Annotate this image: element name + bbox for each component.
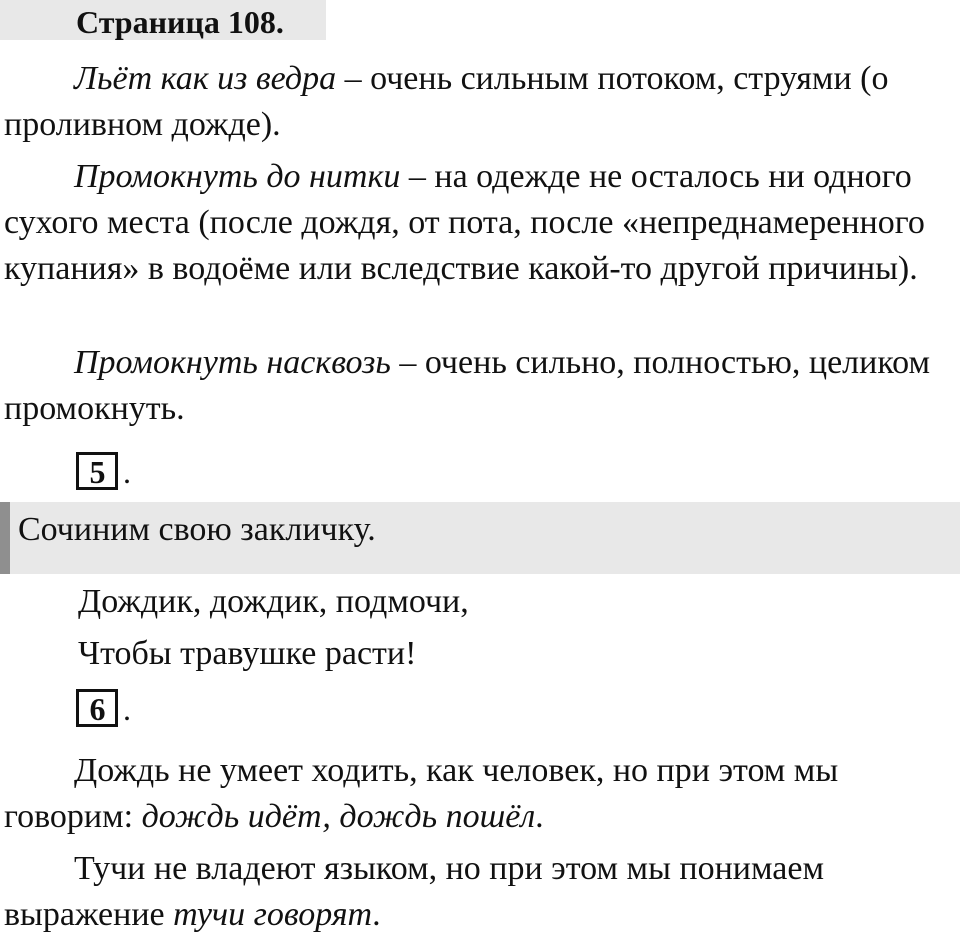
idiom-term: Льёт как из ведра: [74, 60, 337, 97]
poem-line-1: Дождик, дождик, подмочи,: [78, 583, 469, 620]
exercise-number-5: [76, 452, 131, 490]
exercise-number: 6: [89, 691, 106, 727]
exercise-number-dot: .: [123, 691, 131, 727]
answer-end: .: [535, 798, 544, 835]
answer-italic: тучи говорят: [173, 896, 373, 933]
answer-text: Тучи не владеют языком, но при этом мы понимаем выражение: [4, 850, 824, 933]
idiom-definition: – очень сильно, полностью, целиком промокнуть.: [4, 344, 930, 427]
exercise-number-6: [76, 689, 131, 727]
idiom-term: Промокнуть насквозь: [74, 344, 391, 381]
idiom-term: Промокнуть до нитки: [74, 158, 401, 195]
definition-paragraph-2: [4, 154, 952, 292]
poem-line-2: Чтобы травушке расти!: [78, 635, 417, 672]
task-band-marker: [0, 502, 10, 574]
idiom-definition: – очень сильным потоком, струями (о проливном дожде).: [4, 60, 889, 143]
answer-text: Дождь не умеет ходить, как человек, но при этом мы говорим:: [4, 752, 839, 835]
answer-end: .: [372, 896, 381, 933]
answer-paragraph-2: [4, 846, 952, 938]
answer-paragraph-1: [4, 748, 952, 840]
answer-italic: дождь идёт, дождь пошёл: [141, 798, 536, 835]
task-instruction-band: [0, 502, 960, 574]
page-title-highlight: [0, 0, 326, 40]
idiom-definition: – на одежде не осталось ни одного сухого места (после дождя, от пота, после «непреднамеренного купания» в водоёме или вследствие какой-то другой причины).: [4, 158, 925, 287]
page-title: Страница 108.: [76, 4, 284, 40]
task-instruction: Сочиним свою закличку.: [18, 511, 376, 548]
definition-paragraph-1: [4, 56, 952, 148]
exercise-number: 5: [89, 454, 106, 490]
definition-paragraph-3: [4, 340, 952, 432]
exercise-number-dot: .: [123, 454, 131, 490]
